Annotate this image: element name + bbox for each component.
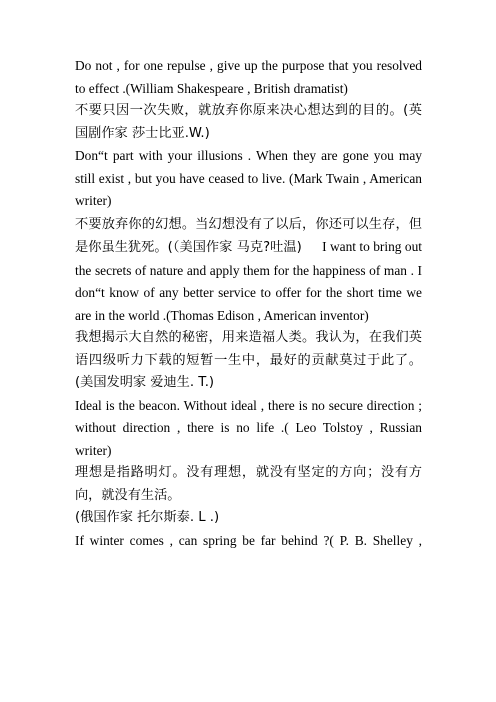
quote-twain-en: Don“t part with your illusions . When they are gone you may still exist , but you have ceased to live. (Mark Twain , American writer)	[75, 148, 422, 208]
quote-shakespeare-zh: 不要只因一次失败，就放弃你原来决心想达到的目的。(英国剧作家 莎士比亚.W.)	[75, 103, 422, 141]
quote-tolstoy-en: Ideal is the beacon. Without ideal , there is no secure direction ; without direction , there is no life .( Leo Tolstoy , Russian writer)	[75, 397, 422, 458]
document-body	[75, 55, 426, 552]
quote-edison-zh: 我想揭示大自然的秘密，用来造福人类。我认为，在我们英语四级听力下载的短暂一生中，最好的贡献莫过于此了。(美国发明家 爱迪生. T.)	[75, 330, 422, 390]
quote-twain-edison-block	[75, 213, 426, 328]
quote-tolstoy-zh: 理想是指路明灯。没有理想，就没有坚定的方向；没有方向，就没有生活。	[75, 465, 422, 503]
quote-tolstoy-attribution: (俄国作家 托尔斯泰. L .)	[75, 510, 220, 525]
quote-edison-en: I want to bring out the secrets of nature and apply them for the happiness of man . I don“t know of any better service to offer for the short time we are in the world .(Thomas Edison , American inventor)	[75, 239, 426, 323]
quote-shelley-en: If winter comes , can spring be far behind ?( P. B. Shelley ,	[75, 532, 422, 548]
quote-shakespeare-en: Do not , for one repulse , give up the purpose that you resolved to effect .(William Shakespeare , British dramatist)	[75, 58, 422, 96]
quote-twain-zh: 不要放弃你的幻想。当幻想没有了以后，你还可以生存，但是你虽生犹死。(（美国作家 马克?吐温)	[75, 216, 422, 255]
